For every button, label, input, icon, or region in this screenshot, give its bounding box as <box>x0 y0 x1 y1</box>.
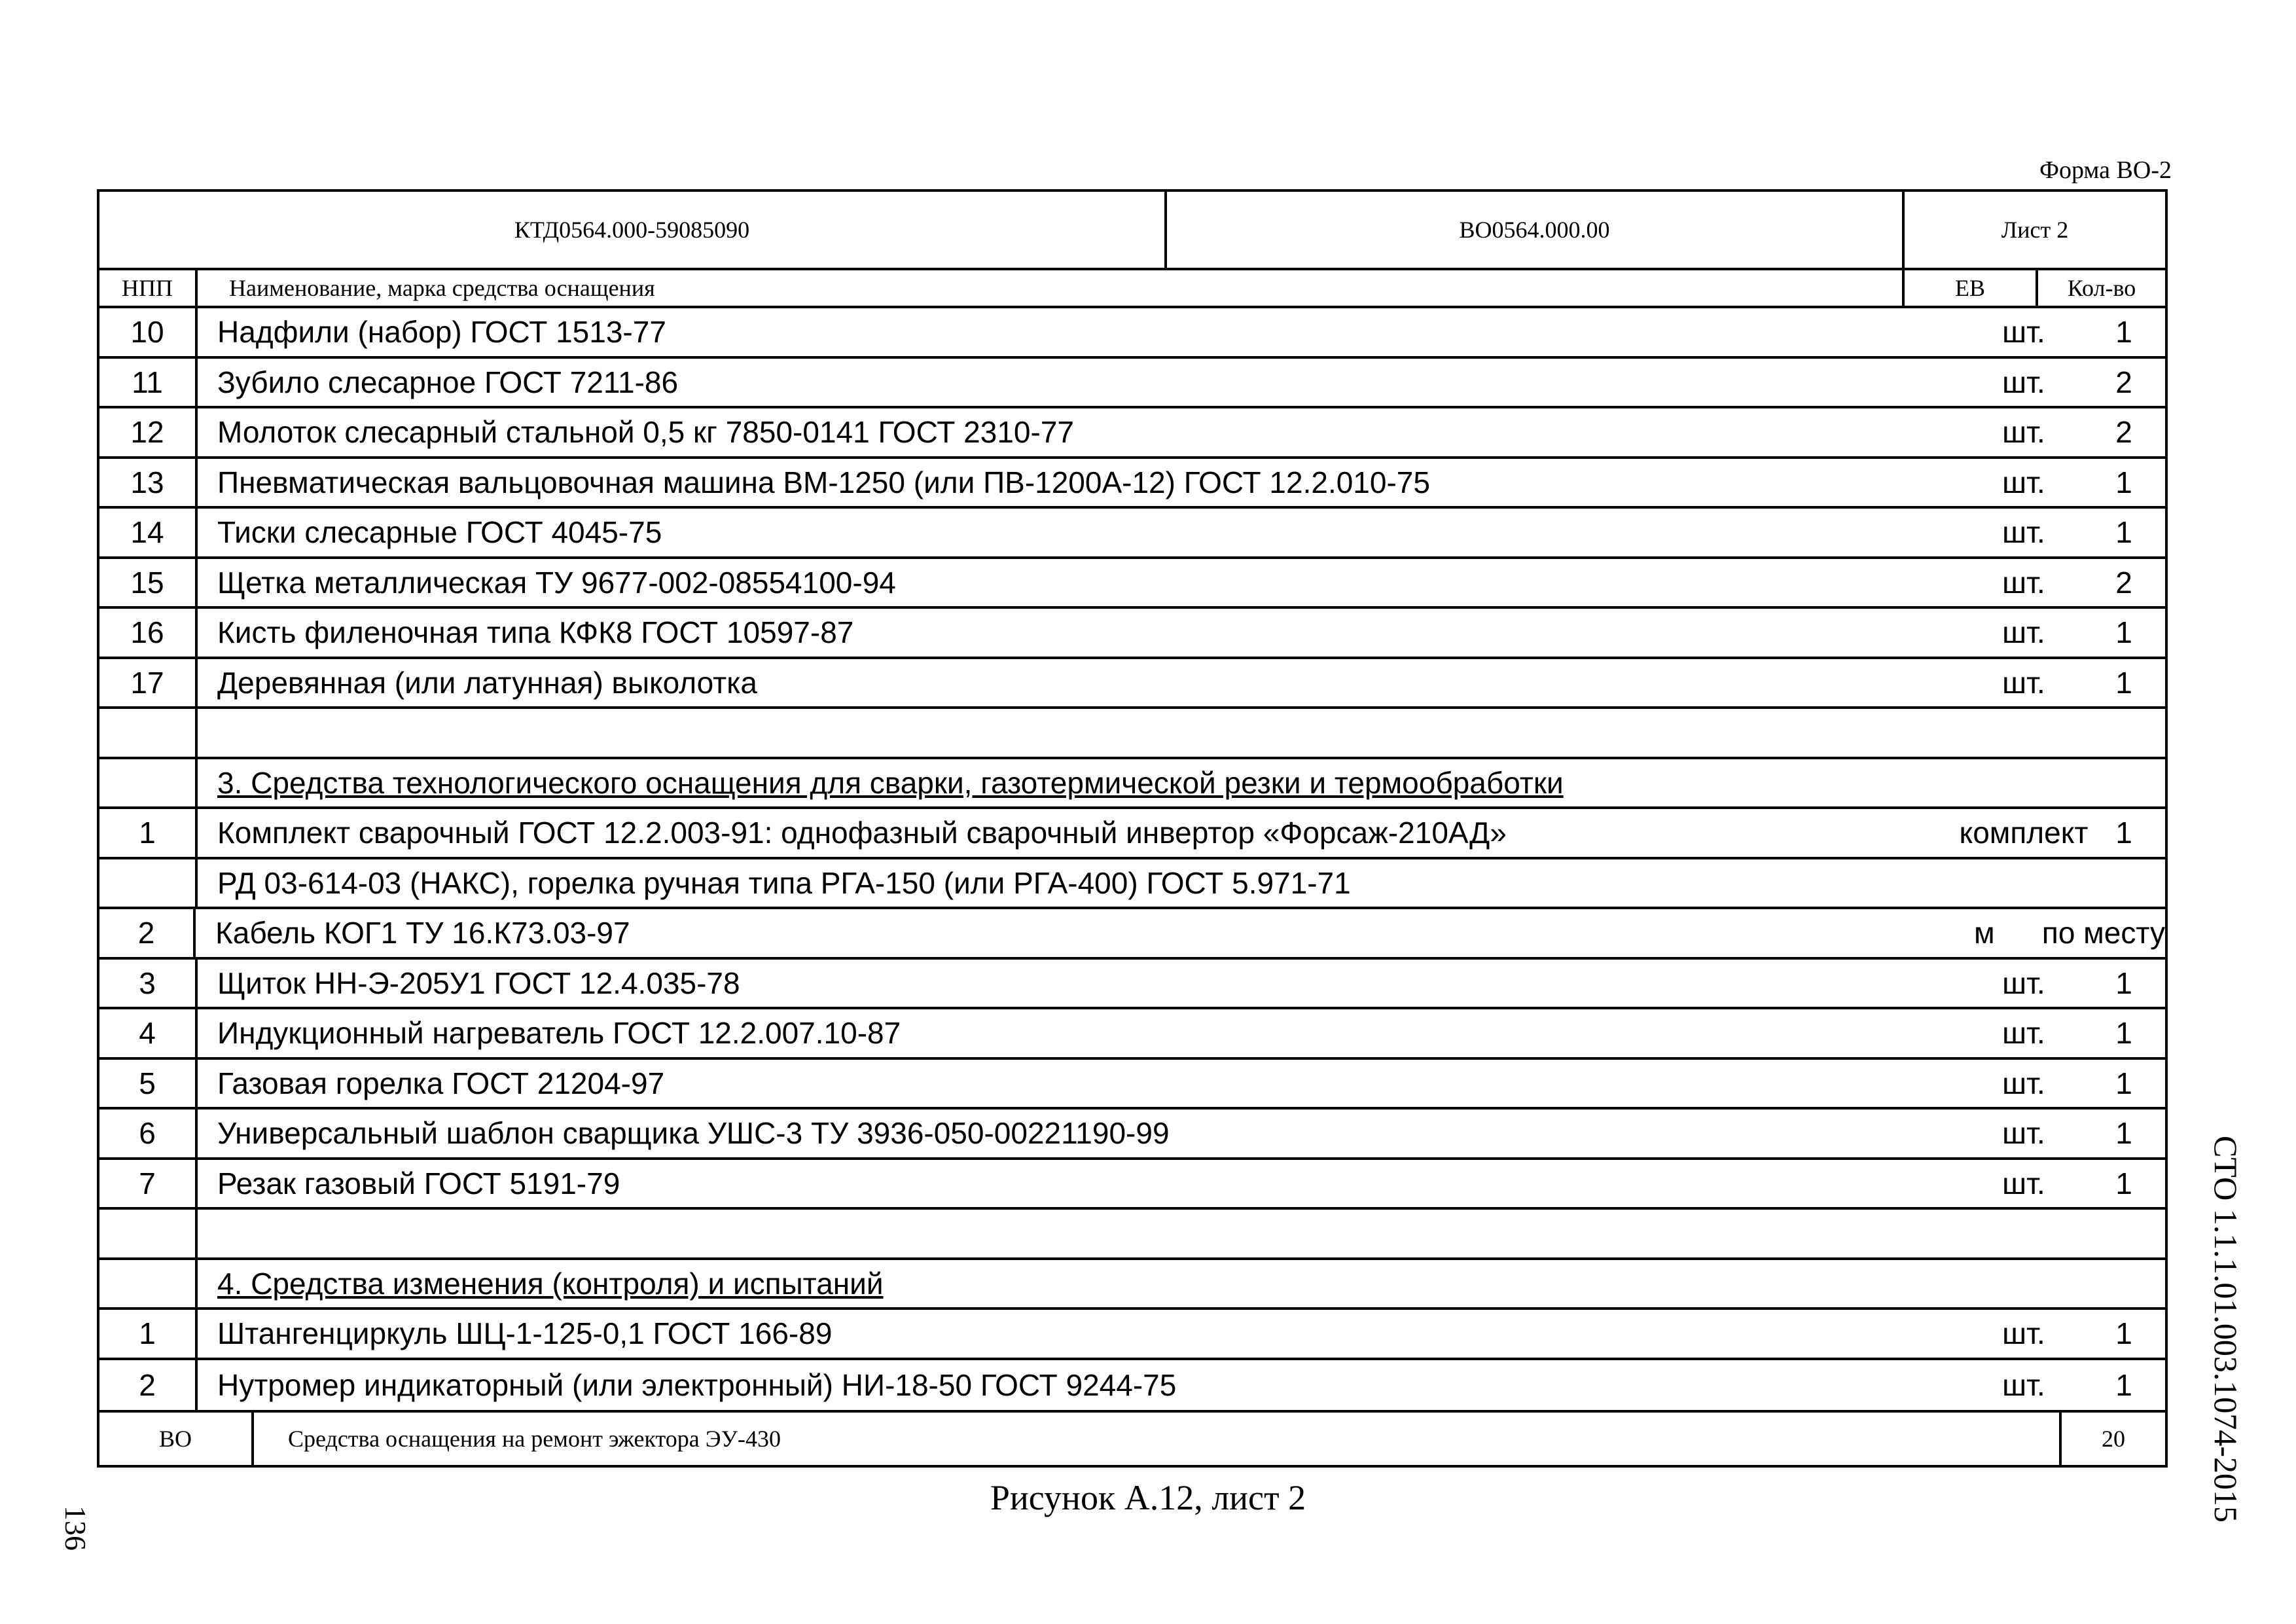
row-number: 13 <box>99 459 198 507</box>
row-unit: шт. <box>2002 615 2045 650</box>
standard-code: СТО 1.1.1.01.003.1074-2015 <box>2208 1136 2244 1523</box>
row-unit: шт. <box>2002 965 2045 1000</box>
row-qty: 2 <box>2115 415 2132 450</box>
row-number: 12 <box>99 408 198 456</box>
row-qty: 1 <box>2115 1066 2132 1100</box>
row-name: Тиски слесарные ГОСТ 4045-75 <box>217 515 662 550</box>
row-name: Надфили (набор) ГОСТ 1513-77 <box>217 315 666 350</box>
row-unit: м <box>1973 916 1995 950</box>
row-qty <box>2083 859 2165 907</box>
row-qty: 1 <box>2115 1316 2132 1351</box>
table-row <box>99 1160 2165 1210</box>
row-qty: 1 <box>2115 315 2132 350</box>
row-number: 2 <box>99 1360 198 1411</box>
row-unit: шт. <box>2002 1016 2045 1051</box>
table-row <box>99 359 2165 409</box>
row-unit: шт. <box>2002 565 2045 600</box>
column-unit: ЕВ <box>1905 270 2038 306</box>
row-name: Штангенциркуль ШЦ-1-125-0,1 ГОСТ 166-89 <box>217 1316 833 1351</box>
row-qty <box>2083 759 2165 807</box>
row-unit <box>1965 709 2083 757</box>
row-number: 14 <box>99 509 198 556</box>
row-qty: 2 <box>2115 565 2132 600</box>
row-name: Универсальный шаблон сварщика УШС-3 ТУ 3936-050-00221190-99 <box>217 1116 1170 1151</box>
table-row <box>99 1110 2165 1160</box>
table-row <box>99 408 2165 459</box>
footer-title: Средства оснащения на ремонт эжектора ЭУ-430 <box>254 1413 2062 1465</box>
sheet-footer <box>99 1410 2165 1465</box>
table-row <box>99 909 2165 960</box>
row-number: 11 <box>99 359 198 406</box>
row-unit: шт. <box>2002 415 2045 450</box>
figure-caption: Рисунок А.12, лист 2 <box>990 1478 1306 1517</box>
form-label: Форма ВО-2 <box>2039 156 2172 184</box>
row-qty <box>2083 1210 2165 1257</box>
footer-number: 20 <box>2102 1426 2125 1452</box>
row-number: 2 <box>99 909 196 957</box>
row-number <box>99 709 198 757</box>
row-name <box>198 1210 1965 1257</box>
row-unit <box>1965 1210 2083 1257</box>
table-row <box>99 1260 2165 1310</box>
table-row <box>99 759 2165 810</box>
row-qty: 1 <box>2115 965 2132 1000</box>
table-row <box>99 1009 2165 1060</box>
row-unit <box>1965 759 2083 807</box>
table-row <box>99 1360 2165 1411</box>
row-qty <box>2083 1260 2165 1308</box>
row-qty: 1 <box>2115 1116 2132 1151</box>
row-qty: 1 <box>2115 1016 2132 1051</box>
row-name: Кисть филеночная типа КФК8 ГОСТ 10597-87 <box>217 615 854 650</box>
row-unit: шт. <box>2002 315 2045 350</box>
row-name <box>198 709 1965 757</box>
row-name: Зубило слесарное ГОСТ 7211-86 <box>217 365 679 399</box>
table-row <box>99 859 2165 910</box>
row-number <box>99 1260 198 1308</box>
row-name: 3. Средства технологического оснащения для сварки, газотермической резки и термообработки <box>217 765 1564 800</box>
page-number: 136 <box>59 1506 92 1551</box>
sheet-number: Лист 2 <box>2001 217 2069 243</box>
row-qty: 1 <box>2115 515 2132 550</box>
row-unit: шт. <box>2002 1066 2045 1100</box>
row-name: Деревянная (или латунная) выколотка <box>217 665 757 700</box>
row-number: 10 <box>99 308 198 356</box>
table-row <box>99 609 2165 659</box>
row-number <box>99 759 198 807</box>
table-row <box>99 459 2165 509</box>
row-number: 16 <box>99 609 198 657</box>
row-qty <box>2083 709 2165 757</box>
row-qty: 1 <box>2115 1367 2132 1402</box>
row-number: 15 <box>99 559 198 607</box>
row-number: 17 <box>99 659 198 707</box>
row-name: Кабель КОГ1 ТУ 16.К73.03-97 <box>215 916 630 950</box>
vo-code: ВО0564.000.00 <box>1167 192 1905 268</box>
row-unit: шт. <box>2002 515 2045 550</box>
row-number: 3 <box>99 960 198 1007</box>
row-qty: 1 <box>2115 615 2132 650</box>
column-name: Наименование, марка средства оснащения <box>198 270 1905 306</box>
row-name: Молоток слесарный стальной 0,5 кг 7850-0141 ГОСТ 2310-77 <box>217 415 1074 450</box>
row-name: Пневматическая вальцовочная машина ВМ-1250 (или ПВ-1200А-12) ГОСТ 12.2.010-75 <box>217 465 1430 499</box>
row-unit: шт. <box>2002 1116 2045 1151</box>
table-row <box>99 1060 2165 1110</box>
row-name: Щетка металлическая ТУ 9677-002-08554100-94 <box>217 565 896 600</box>
row-qty: 1 <box>2115 465 2132 499</box>
row-name: Щиток НН-Э-205У1 ГОСТ 12.4.035-78 <box>217 965 740 1000</box>
column-qty: Кол-во <box>2067 275 2136 301</box>
row-name: Газовая горелка ГОСТ 21204-97 <box>217 1066 665 1100</box>
table-row <box>99 1210 2165 1260</box>
row-unit <box>1965 859 2083 907</box>
row-unit: шт. <box>2002 465 2045 499</box>
row-name: Комплект сварочный ГОСТ 12.2.003-91: однофазный сварочный инвертор «Форсаж-210АД» <box>217 816 1507 850</box>
row-unit: шт. <box>2002 1166 2045 1200</box>
table-row <box>99 308 2165 359</box>
row-name: Нутромер индикаторный (или электронный) НИ-18-50 ГОСТ 9244-75 <box>217 1367 1177 1402</box>
table-row <box>99 1310 2165 1360</box>
row-qty: по месту <box>2041 916 2165 950</box>
row-unit: шт. <box>2002 1367 2045 1402</box>
row-unit: шт. <box>2002 1316 2045 1351</box>
row-qty: 1 <box>2115 1166 2132 1200</box>
table-row <box>99 659 2165 710</box>
row-number: 6 <box>99 1110 198 1157</box>
row-name: Индукционный нагреватель ГОСТ 12.2.007.10-87 <box>217 1016 901 1051</box>
row-unit <box>1965 1260 2083 1308</box>
row-name: РД 03-614-03 (НАКС), горелка ручная типа РГА-150 (или РГА-400) ГОСТ 5.971-71 <box>217 865 1351 900</box>
table-row <box>99 809 2165 859</box>
doc-code: КТД0564.000-59085090 <box>99 192 1167 268</box>
footer-code: ВО <box>99 1413 254 1465</box>
column-num: НПП <box>99 270 198 306</box>
row-number: 1 <box>99 1310 198 1358</box>
row-number: 4 <box>99 1009 198 1057</box>
row-number <box>99 859 198 907</box>
row-number: 5 <box>99 1060 198 1108</box>
table-row <box>99 509 2165 559</box>
row-unit: шт. <box>2002 365 2045 399</box>
column-header <box>99 270 2165 308</box>
table-row <box>99 709 2165 759</box>
row-unit: шт. <box>2002 665 2045 700</box>
row-number: 1 <box>99 809 198 857</box>
row-number <box>99 1210 198 1257</box>
row-qty: 2 <box>2115 365 2132 399</box>
equipment-sheet <box>97 189 2168 1468</box>
table-row <box>99 960 2165 1010</box>
row-qty: 1 <box>2115 816 2132 850</box>
row-qty: 1 <box>2115 665 2132 700</box>
row-number: 7 <box>99 1160 198 1208</box>
row-name: Резак газовый ГОСТ 5191-79 <box>217 1166 620 1200</box>
table-row <box>99 559 2165 609</box>
sheet-header <box>99 192 2165 270</box>
row-unit: комплект <box>1959 816 2089 850</box>
table-body <box>99 308 2165 1410</box>
row-name: 4. Средства изменения (контроля) и испытаний <box>217 1266 884 1301</box>
